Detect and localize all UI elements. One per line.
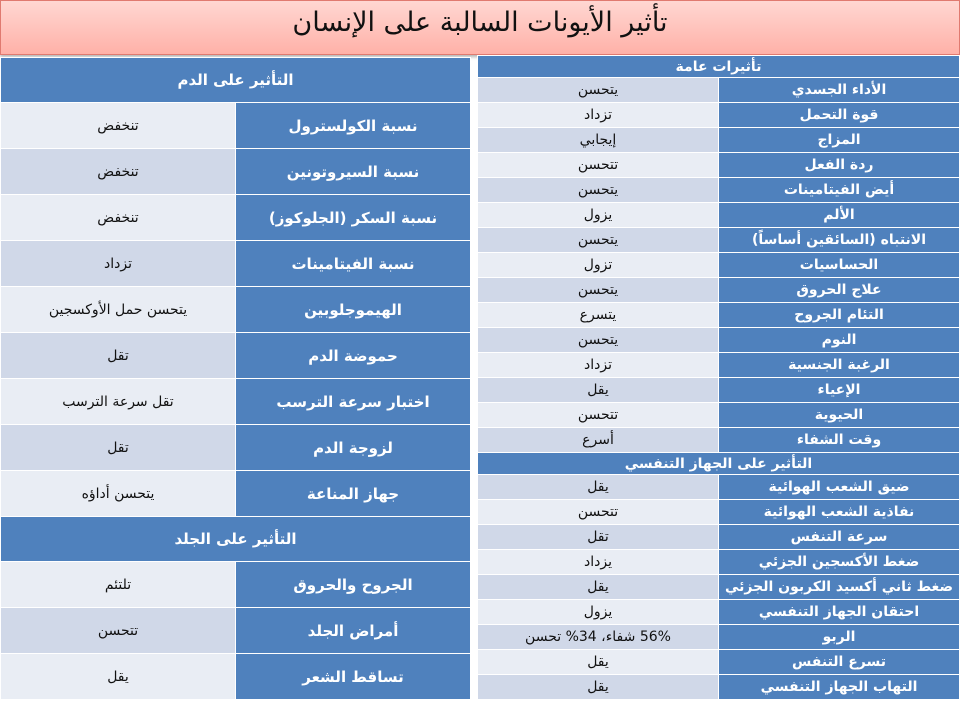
general-value: تتحسن: [478, 403, 719, 428]
general-value: يتحسن: [478, 78, 719, 103]
general-item: قوة التحمل: [719, 103, 960, 128]
general-item: وقت الشفاء: [719, 428, 960, 453]
respiratory-value: يقل: [478, 675, 719, 700]
general-item: النوم: [719, 328, 960, 353]
general-item: التئام الجروح: [719, 303, 960, 328]
blood-item: اختبار سرعة الترسب: [236, 379, 471, 425]
skin-value: تلتئم: [1, 562, 236, 608]
respiratory-item: احتقان الجهاز التنفسي: [719, 600, 960, 625]
blood-value: تنخفض: [1, 195, 236, 241]
general-value: إيجابي: [478, 128, 719, 153]
general-value: تزول: [478, 253, 719, 278]
general-item: الأداء الجسدي: [719, 78, 960, 103]
respiratory-value: تتحسن: [478, 500, 719, 525]
blood-value: يتحسن أداؤه: [1, 471, 236, 517]
respiratory-value: يقل: [478, 650, 719, 675]
respiratory-value: يزول: [478, 600, 719, 625]
respiratory-value: يقل: [478, 575, 719, 600]
general-item: علاج الحروق: [719, 278, 960, 303]
respiratory-value: يزداد: [478, 550, 719, 575]
blood-value: تقل سرعة الترسب: [1, 379, 236, 425]
skin-section-header: التأثير على الجلد: [1, 517, 471, 562]
respiratory-item: ضغط ثاني أكسيد الكربون الجزئي: [719, 575, 960, 600]
blood-value: تنخفض: [1, 103, 236, 149]
skin-value: يقل: [1, 654, 236, 700]
skin-item: الجروح والحروق: [236, 562, 471, 608]
respiratory-item: تسرع التنفس: [719, 650, 960, 675]
general-section-header: تأثيرات عامة: [478, 56, 960, 78]
general-item: الإعياء: [719, 378, 960, 403]
blood-value: تقل: [1, 425, 236, 471]
blood-item: نسبة الكولسترول: [236, 103, 471, 149]
respiratory-value: 56% شفاء، 34% تحسن: [478, 625, 719, 650]
skin-item: تساقط الشعر: [236, 654, 471, 700]
general-value: أسرع: [478, 428, 719, 453]
general-item: أيض الفيتامينات: [719, 178, 960, 203]
skin-item: أمراض الجلد: [236, 608, 471, 654]
general-value: تتحسن: [478, 153, 719, 178]
respiratory-item: ضيق الشعب الهوائية: [719, 475, 960, 500]
general-value: يتسرع: [478, 303, 719, 328]
respiratory-value: تقل: [478, 525, 719, 550]
general-respiratory-table: [477, 55, 960, 700]
general-value: يقل: [478, 378, 719, 403]
blood-skin-table: [0, 57, 471, 700]
blood-value: يتحسن حمل الأوكسجين: [1, 287, 236, 333]
general-item: الرغبة الجنسية: [719, 353, 960, 378]
general-value: يتحسن: [478, 278, 719, 303]
blood-item: نسبة السكر (الجلوكوز): [236, 195, 471, 241]
blood-value: تزداد: [1, 241, 236, 287]
general-item: الألم: [719, 203, 960, 228]
general-item: الانتباه (السائقين أساساً): [719, 228, 960, 253]
title-banner: [0, 0, 960, 55]
general-item: المزاج: [719, 128, 960, 153]
general-value: يتحسن: [478, 228, 719, 253]
general-value: يتحسن: [478, 328, 719, 353]
blood-value: تنخفض: [1, 149, 236, 195]
respiratory-item: الربو: [719, 625, 960, 650]
general-value: تزداد: [478, 353, 719, 378]
blood-item: حموضة الدم: [236, 333, 471, 379]
respiratory-item: ضغط الأكسجين الجزئي: [719, 550, 960, 575]
blood-item: جهاز المناعة: [236, 471, 471, 517]
blood-item: نسبة السيروتونين: [236, 149, 471, 195]
respiratory-item: التهاب الجهاز التنفسي: [719, 675, 960, 700]
general-item: ردة الفعل: [719, 153, 960, 178]
general-item: الحيوية: [719, 403, 960, 428]
blood-value: تقل: [1, 333, 236, 379]
general-value: تزداد: [478, 103, 719, 128]
general-value: يتحسن: [478, 178, 719, 203]
general-value: يزول: [478, 203, 719, 228]
skin-value: تتحسن: [1, 608, 236, 654]
blood-item: لزوجة الدم: [236, 425, 471, 471]
respiratory-section-header: التأثير على الجهاز التنفسي: [478, 453, 960, 475]
blood-item: نسبة الفيتامينات: [236, 241, 471, 287]
blood-section-header: التأثير على الدم: [1, 58, 471, 103]
respiratory-value: يقل: [478, 475, 719, 500]
respiratory-item: سرعة التنفس: [719, 525, 960, 550]
blood-item: الهيموجلوبين: [236, 287, 471, 333]
general-item: الحساسيات: [719, 253, 960, 278]
page-title: تأثير الأيونات السالبة على الإنسان: [292, 7, 668, 38]
respiratory-item: نفاذية الشعب الهوائية: [719, 500, 960, 525]
